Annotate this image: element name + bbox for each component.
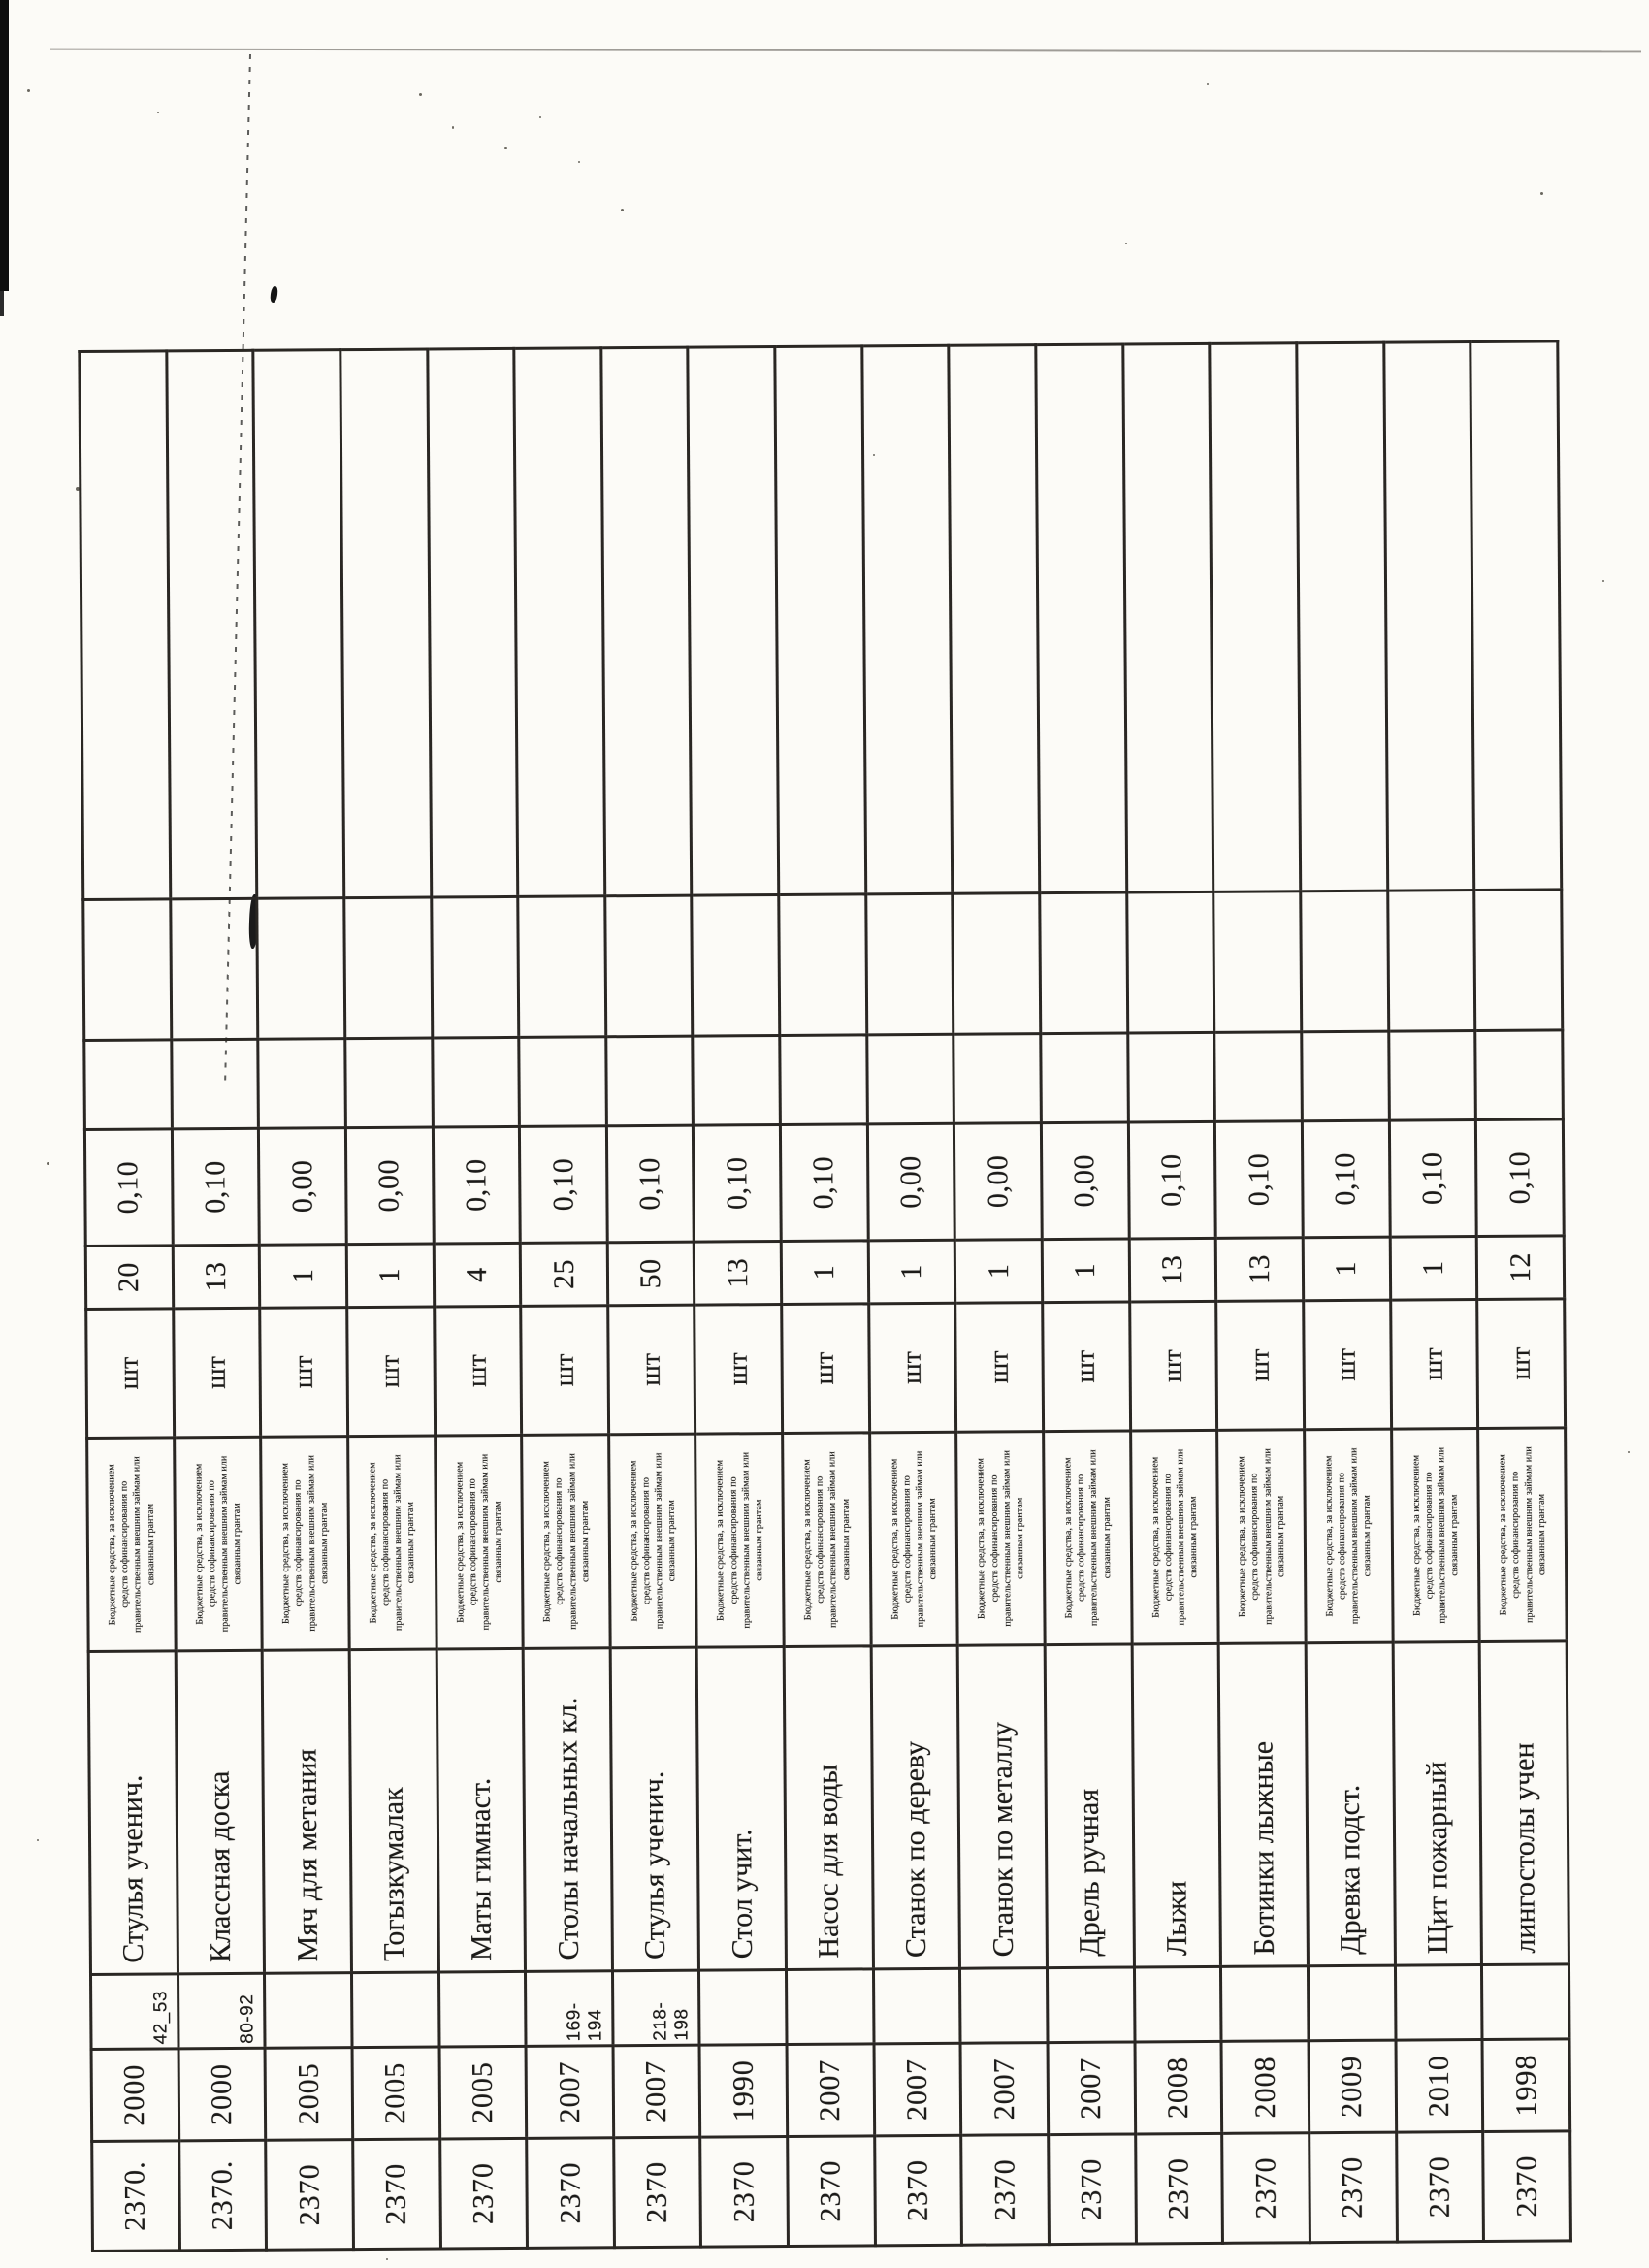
cell-budget-note: Бюджетные средства, за исключением средств софинансирования по правительственным внешним займам или связанным грантам (608, 1434, 696, 1648)
ink-speck (1602, 580, 1604, 582)
cell-budget-note: Бюджетные средства, за исключением средств софинансирования по правительственным внешним займам или связанным грантам (1217, 1430, 1306, 1644)
cell-year: 2000 (91, 2049, 178, 2142)
cell-quantity: 1 (868, 1240, 955, 1304)
cell-account-code: 2370 (614, 2137, 701, 2248)
cell-unit: шт (1129, 1301, 1217, 1431)
ink-speck (37, 1839, 39, 1841)
cell-empty (345, 1038, 433, 1128)
cell-item-name: лингостолы учен (1479, 1641, 1568, 1965)
cell-value: 0,00 (259, 1128, 346, 1246)
cell-year: 2007 (960, 2043, 1048, 2136)
cell-inventory-number: 169-194 (526, 1971, 613, 2047)
cell-value: 0,00 (345, 1127, 433, 1245)
cell-empty (171, 1039, 258, 1129)
cell-empty (1213, 891, 1302, 1033)
cell-account-code: 2370 (788, 2136, 875, 2247)
ink-speck (452, 126, 454, 129)
cell-inventory-number (265, 1973, 352, 2049)
inventory-table (78, 340, 1572, 2252)
cell-unit: шт (434, 1306, 522, 1436)
cell-year: 2005 (265, 2048, 352, 2141)
cell-inventory-number (787, 1969, 874, 2045)
cell-year: 2000 (178, 2048, 266, 2141)
cell-account-code: 2370 (266, 2140, 353, 2251)
cell-inventory-number (351, 1972, 438, 2048)
cell-inventory-number (1395, 1964, 1482, 2040)
cell-value: 0,10 (1389, 1120, 1476, 1238)
ink-speck (27, 89, 30, 92)
cell-value: 0,00 (867, 1123, 954, 1241)
cell-account-code: 2370 (439, 2138, 527, 2249)
cell-value: 0,10 (694, 1125, 781, 1243)
cell-item-name: Стулья ученич. (610, 1647, 699, 1971)
table-row (514, 348, 614, 2249)
cell-empty (253, 350, 344, 899)
cell-empty (606, 1036, 694, 1126)
cell-account-code: 2370 (527, 2138, 614, 2249)
table-row (166, 350, 266, 2251)
ink-speck (419, 93, 422, 96)
cell-empty (1040, 892, 1128, 1034)
cell-item-name: Классная доска (176, 1650, 265, 1974)
cell-item-name: Маты гимнаст. (436, 1648, 526, 1972)
cell-budget-note: Бюджетные средства, за исключением средств софинансирования по правительственным внешним займам или связанным грантам (1305, 1429, 1393, 1643)
cell-year: 2007 (787, 2044, 874, 2137)
cell-year: 1998 (1482, 2039, 1569, 2132)
cell-account-code: 2370 (1135, 2133, 1222, 2244)
cell-budget-note: Бюджетные средства, за исключением средств софинансирования по правительственным внешним займам или связанным грантам (695, 1434, 784, 1648)
cell-unit: шт (1216, 1301, 1305, 1431)
cell-inventory-number (1221, 1966, 1309, 2042)
cell-budget-note: Бюджетные средства, за исключением средств софинансирования по правительственным внешним займам или связанным грантам (783, 1433, 871, 1647)
cell-empty (688, 347, 779, 896)
cell-quantity: 1 (1042, 1239, 1129, 1303)
cell-quantity: 50 (607, 1242, 695, 1306)
cell-budget-note: Бюджетные средства, за исключением средств софинансирования по правительственным внешним займам или связанным грантам (435, 1435, 523, 1649)
cell-value: 0,00 (954, 1123, 1042, 1241)
ink-speck (1125, 243, 1127, 244)
table-row (688, 347, 788, 2248)
cell-item-name: Стулья ученич. (88, 1651, 178, 1975)
table-row (253, 350, 353, 2251)
cell-empty (170, 898, 258, 1040)
cell-value: 0,10 (1128, 1121, 1215, 1239)
cell-unit: шт (347, 1307, 436, 1437)
cell-item-name: Тогызкумалак (349, 1649, 438, 1973)
cell-unit: шт (1043, 1302, 1131, 1432)
cell-quantity: 13 (1216, 1238, 1304, 1302)
cell-empty (866, 893, 954, 1035)
ink-speck (1628, 1451, 1630, 1453)
cell-empty (692, 895, 780, 1037)
cell-empty (431, 896, 519, 1038)
cell-value: 0,10 (606, 1125, 694, 1243)
cell-unit: шт (260, 1308, 348, 1438)
cell-budget-note: Бюджетные средства, за исключением средств софинансирования по правительственным внешним займам или связанным грантам (1044, 1431, 1132, 1645)
cell-quantity: 13 (173, 1245, 260, 1309)
cell-item-name: Древка подст. (1306, 1642, 1395, 1966)
cell-account-code: 2370 (1396, 2131, 1483, 2242)
cell-empty (779, 894, 867, 1036)
cell-value: 0,10 (520, 1126, 607, 1244)
cell-quantity: 20 (85, 1246, 173, 1310)
cell-item-name: Лыжи (1132, 1643, 1221, 1967)
cell-empty (1210, 343, 1301, 892)
cell-empty (1297, 342, 1388, 891)
cell-empty (954, 1034, 1041, 1124)
table-row (340, 349, 440, 2250)
cell-budget-note: Бюджетные средства, за исключением средств софинансирования по правительственным внешним займам или связанным грантам (869, 1432, 957, 1646)
cell-empty (1036, 344, 1127, 893)
cell-empty (83, 899, 172, 1041)
ink-speck (621, 209, 624, 211)
cell-inventory-number (1048, 1967, 1135, 2043)
cell-inventory-number (873, 1968, 960, 2044)
table-row (862, 345, 962, 2246)
cell-year: 2008 (1221, 2041, 1309, 2134)
cell-account-code: 2370 (1310, 2132, 1397, 2243)
table-row (1383, 342, 1483, 2243)
cell-quantity: 1 (1303, 1237, 1390, 1301)
cell-value: 0,10 (781, 1124, 868, 1242)
cell-empty (949, 345, 1040, 894)
scan-edge-bar (0, 0, 9, 291)
page-top-edge-line (50, 49, 1641, 53)
table-row (1471, 341, 1570, 2242)
cell-account-code: 2370 (353, 2139, 440, 2250)
cell-unit: шт (86, 1309, 175, 1439)
cell-unit: шт (868, 1303, 956, 1433)
cell-account-code: 2370. (92, 2141, 179, 2252)
cell-empty (1302, 1031, 1389, 1121)
cell-unit: шт (782, 1304, 870, 1434)
cell-empty (1474, 890, 1563, 1031)
cell-budget-note: Бюджетные средства, за исключением средств софинансирования по правительственным внешним займам или связанным грантам (261, 1437, 349, 1651)
cell-empty (340, 349, 432, 898)
cell-year: 2005 (352, 2047, 439, 2140)
ink-speck (1207, 83, 1209, 85)
cell-empty (601, 347, 693, 896)
cell-empty (166, 350, 257, 899)
cell-unit: шт (521, 1306, 609, 1436)
cell-inventory-number: 80-92 (178, 1973, 265, 2049)
cell-empty (514, 348, 605, 897)
cell-budget-note: Бюджетные средства, за исключением средств софинансирования по правительственным внешним займам или связанным грантам (348, 1436, 436, 1650)
cell-inventory-number (699, 1969, 787, 2045)
ink-speck (157, 112, 159, 113)
ink-speck (47, 1162, 49, 1165)
cell-quantity: 12 (1476, 1236, 1564, 1300)
cell-inventory-number (960, 1968, 1048, 2044)
cell-budget-note: Бюджетные средства, за исключением средств софинансирования по правительственным внешним займам или связанным грантам (87, 1438, 176, 1652)
scan-edge-bar-tail (0, 291, 4, 316)
cell-account-code: 2370 (700, 2136, 788, 2247)
cell-quantity: 25 (520, 1243, 607, 1307)
cell-quantity: 1 (260, 1245, 347, 1309)
cell-budget-note: Бюджетные средства, за исключением средств софинансирования по правительственным внешним займам или связанным грантам (1391, 1428, 1479, 1642)
table-row (80, 351, 179, 2252)
cell-empty (1388, 1031, 1475, 1121)
cell-quantity: 13 (1129, 1238, 1216, 1302)
cell-inventory-number (1482, 1964, 1569, 2040)
table-row (1210, 343, 1310, 2244)
ink-speck (578, 161, 580, 163)
cell-empty (1383, 342, 1474, 891)
cell-empty (862, 345, 954, 894)
cell-item-name: Щит пожарный (1393, 1641, 1482, 1965)
table-row (1036, 344, 1136, 2245)
cell-item-name: Стол учит. (697, 1646, 787, 1970)
cell-empty (1475, 1030, 1563, 1120)
cell-item-name: Столы начальных кл. (523, 1648, 612, 1972)
cell-account-code: 2370 (1049, 2134, 1136, 2245)
cell-year: 2007 (613, 2045, 700, 2138)
cell-item-name: Ботинки лыжные (1218, 1643, 1308, 1967)
cell-unit: шт (1390, 1300, 1478, 1430)
cell-budget-note: Бюджетные средства, за исключением средств софинансирования по правительственным внешним займам или связанным грантам (1478, 1428, 1567, 1642)
cell-empty (780, 1035, 867, 1125)
cell-empty (1127, 1032, 1214, 1122)
cell-value: 0,10 (1215, 1121, 1303, 1239)
cell-value: 0,10 (433, 1126, 520, 1244)
cell-empty (519, 1037, 606, 1127)
cell-item-name: Станок по дереву (871, 1645, 960, 1969)
cell-year: 2008 (1135, 2041, 1222, 2134)
cell-value: 0,00 (1041, 1122, 1128, 1240)
table-row (1297, 342, 1397, 2243)
cell-unit: шт (955, 1303, 1044, 1433)
cell-item-name: Дрель ручная (1045, 1644, 1134, 1968)
cell-empty (344, 897, 433, 1039)
cell-unit: шт (695, 1305, 783, 1435)
ink-speck (539, 116, 541, 118)
cell-empty (1126, 891, 1214, 1033)
cell-empty (775, 346, 866, 895)
cell-inventory-number: 42_53 (90, 1974, 178, 2050)
cell-value: 0,10 (84, 1129, 172, 1247)
cell-empty (1471, 341, 1562, 891)
cell-empty (432, 1037, 519, 1127)
cell-empty (953, 893, 1041, 1035)
cell-empty (258, 1039, 345, 1129)
cell-empty (867, 1034, 954, 1124)
cell-unit: шт (173, 1308, 261, 1438)
cell-budget-note: Бюджетные средства, за исключением средств софинансирования по правительственным внешним займам или связанным грантам (174, 1437, 262, 1651)
cell-budget-note: Бюджетные средства, за исключением средств софинансирования по правительственным внешним займам или связанным грантам (1130, 1430, 1218, 1644)
cell-year: 2007 (526, 2046, 613, 2139)
cell-empty (1041, 1033, 1128, 1123)
table-row (601, 347, 701, 2248)
cell-quantity: 1 (955, 1240, 1043, 1304)
cell-unit: шт (608, 1305, 696, 1435)
cell-quantity: 4 (434, 1243, 521, 1307)
table-row (427, 348, 527, 2249)
cell-year: 2009 (1309, 2040, 1396, 2133)
cell-quantity: 13 (695, 1242, 782, 1306)
cell-empty (84, 1040, 172, 1130)
table-row (1122, 343, 1222, 2244)
cell-budget-note: Бюджетные средства, за исключением средств софинансирования по правительственным внешним займам или связанным грантам (522, 1435, 610, 1649)
cell-empty (427, 348, 518, 897)
cell-year: 1990 (700, 2044, 788, 2137)
cell-empty (1387, 891, 1475, 1032)
cell-item-name: Насос для воды (784, 1646, 873, 1970)
cell-empty (80, 351, 171, 900)
cell-account-code: 2370 (1222, 2133, 1310, 2244)
cell-inventory-number (1308, 1965, 1395, 2041)
cell-inventory-number: 218-198 (612, 1970, 699, 2046)
ink-blob (270, 286, 278, 304)
cell-value: 0,10 (1302, 1120, 1389, 1238)
cell-account-code: 2370 (1483, 2131, 1571, 2242)
cell-empty (1122, 343, 1213, 892)
ink-speck (1540, 192, 1543, 195)
cell-empty (1301, 891, 1389, 1032)
ink-speck (504, 147, 507, 149)
cell-quantity: 1 (781, 1241, 868, 1305)
cell-inventory-number (438, 1971, 526, 2047)
cell-value: 0,10 (1476, 1119, 1565, 1237)
cell-year: 2010 (1396, 2039, 1483, 2132)
cell-year: 2007 (1048, 2042, 1135, 2135)
table-row (949, 345, 1049, 2246)
inventory-table-body (80, 341, 1571, 2252)
cell-empty (1214, 1032, 1302, 1122)
cell-unit: шт (1304, 1300, 1392, 1430)
ink-speck (386, 2258, 388, 2260)
cell-item-name: Станок по металлу (958, 1645, 1048, 1969)
cell-year: 2007 (874, 2043, 961, 2136)
cell-item-name: Мяч для метания (262, 1650, 351, 1974)
cell-unit: шт (1477, 1299, 1566, 1429)
cell-empty (257, 898, 345, 1040)
cell-account-code: 2370 (874, 2135, 961, 2246)
cell-quantity: 1 (346, 1244, 434, 1308)
table-row (775, 346, 875, 2247)
cell-empty (693, 1036, 780, 1126)
cell-empty (605, 895, 694, 1037)
cell-quantity: 1 (1390, 1237, 1477, 1301)
cell-empty (518, 896, 606, 1038)
cell-inventory-number (1134, 1966, 1221, 2042)
cell-year: 2005 (439, 2046, 527, 2139)
cell-budget-note: Бюджетные средства, за исключением средств софинансирования по правительственным внешним займам или связанным грантам (956, 1432, 1045, 1646)
cell-account-code: 2370 (961, 2135, 1049, 2246)
cell-account-code: 2370. (178, 2140, 266, 2251)
rotated-table-wrapper (78, 342, 1572, 2252)
cell-value: 0,10 (172, 1128, 259, 1246)
